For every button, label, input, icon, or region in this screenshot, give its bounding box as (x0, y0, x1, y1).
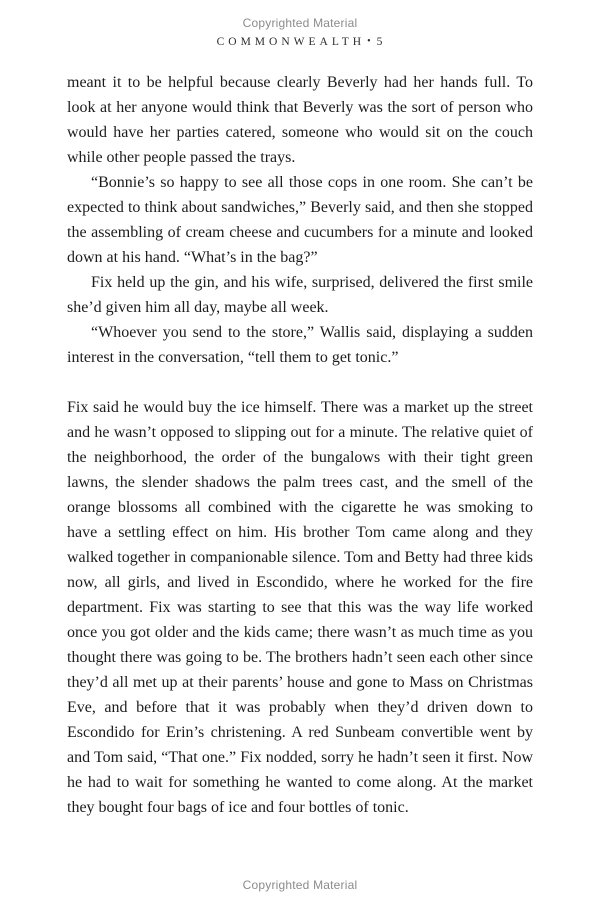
body-text (67, 70, 533, 820)
paragraph-4: “Whoever you send to the store,” Wallis said, displaying a sudden interest in the conversation, “tell them to get tonic.” (67, 324, 533, 366)
page-number: 5 (376, 36, 384, 48)
paragraph-1: meant it to be helpful because clearly Beverly had her hands full. To look at her anyone would think that Beverly was the sort of person who would have her parties catered, someone who would sit on the couch while other people passed the trays. (67, 74, 533, 166)
running-header (0, 36, 600, 48)
header-separator-dot: • (367, 36, 371, 47)
paragraph-2: “Bonnie’s so happy to see all those cops in one room. She can’t be expected to think about sandwiches,” Beverly said, and then she stopped the assembling of cream cheese and cucumbers for a minute and looked down at his hand. “What’s in the bag?” (67, 174, 533, 266)
copyright-notice-bottom: Copyrighted Material (242, 878, 358, 892)
paragraph-5: Fix said he would buy the ice himself. There was a market up the street and he wasn’t opposed to slipping out for a minute. The relative quiet of the neighborhood, the order of the bungalows with their tight green lawns, the slender shadows the palm trees cast, and the smell of the orange blossoms all combined with the cigarette he was smoking to have a settling effect on him. His brother Tom came along and they walked together in companionable silence. Tom and Betty had three kids now, all girls, and lived in Escondido, where he worked for the fire department. Fix was starting to see that this was the way life worked once you got older and the kids came; there wasn’t as much time as you thought there was going to be. The brothers hadn’t seen each other since they’d all met up at their parents’ house and gone to Mass on Christmas Eve, and before that it was probably when they’d driven down to Escondido for Erin’s christening. A red Sunbeam convertible went by and Tom said, “That one.” Fix nodded, sorry he hadn’t seen it first. Now he had to wait for something he wanted to come along. At the market they bought four bags of ice and four bottles of tonic. (67, 399, 533, 816)
copyright-notice-top: Copyrighted Material (242, 16, 358, 30)
paragraph-3: Fix held up the gin, and his wife, surprised, delivered the first smile she’d given him all day, maybe all week. (67, 274, 533, 316)
book-title: COMMONWEALTH (216, 36, 366, 48)
